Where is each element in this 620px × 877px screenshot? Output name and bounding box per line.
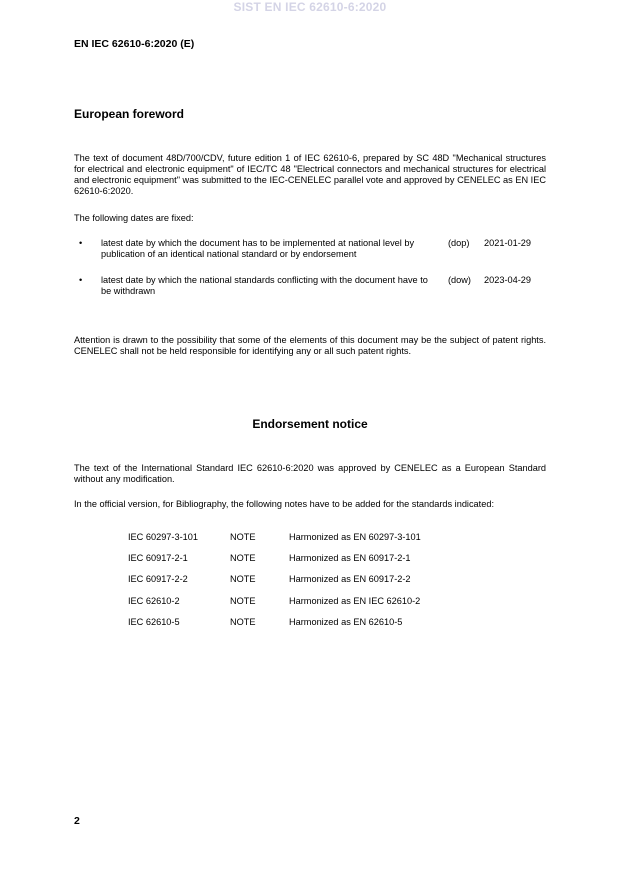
date-row-dow (74, 275, 546, 301)
note-row (128, 531, 548, 543)
date-code: (dop) (448, 238, 470, 248)
date-description: latest date by which the document has to be implemented at national level by publication of an identical national standard or by endorsement (101, 238, 415, 259)
endorsement-paragraph-1: The text of the International Standard IEC 62610-6:2020 was approved by CENELEC as a European Standard without any modification. (74, 463, 546, 484)
document-id-header: EN IEC 62610-6:2020 (E) (74, 38, 195, 50)
note-label: NOTE (230, 574, 256, 584)
note-text: Harmonized as EN 60917-2-1 (289, 553, 411, 563)
standard-id: IEC 60917-2-2 (128, 574, 188, 584)
date-row-dop (74, 238, 546, 264)
watermark-text: SIST EN IEC 62610-6:2020 (233, 0, 387, 14)
note-label: NOTE (230, 553, 256, 563)
standard-id: IEC 60917-2-1 (128, 553, 188, 563)
bullet-icon: • (79, 238, 83, 248)
bullet-icon: • (79, 275, 83, 285)
date-value: 2021-01-29 (484, 238, 531, 248)
standard-id: IEC 62610-5 (128, 617, 180, 627)
foreword-paragraph-2: The following dates are fixed: (74, 213, 194, 223)
date-code: (dow) (448, 275, 471, 285)
note-text: Harmonized as EN 62610-5 (289, 617, 403, 627)
foreword-paragraph-3: Attention is drawn to the possibility that some of the elements of this document may be the subject of patent rights. CENELEC shall not be held responsible for identifying any or all such patent rights. (74, 335, 546, 356)
endorsement-paragraph-2: In the official version, for Bibliography, the following notes have to be added for the standards indicated: (74, 499, 494, 509)
note-text: Harmonized as EN 60297-3-101 (289, 532, 421, 542)
note-label: NOTE (230, 532, 256, 542)
foreword-paragraph-1: The text of document 48D/700/CDV, future edition 1 of IEC 62610-6, prepared by SC 48D "Mechanical structures for electrical and electronic equipment" of IEC/TC 48 "Electrical connectors and mechanical structures for electrical and electronic equipment" was submitted to the IEC-CENELEC parallel vote and approved by CENELEC as EN IEC 62610-6:2020. (74, 153, 546, 196)
note-label: NOTE (230, 617, 256, 627)
standard-id: IEC 62610-2 (128, 596, 180, 606)
note-row (128, 595, 548, 607)
note-label: NOTE (230, 596, 256, 606)
endorsement-notice-heading: Endorsement notice (252, 417, 368, 431)
note-row (128, 616, 548, 628)
note-text: Harmonized as EN IEC 62610-2 (289, 596, 421, 606)
date-value: 2023-04-29 (484, 275, 531, 285)
page-number: 2 (74, 815, 80, 827)
note-row (128, 573, 548, 585)
note-text: Harmonized as EN 60917-2-2 (289, 574, 411, 584)
note-row (128, 552, 548, 564)
date-description: latest date by which the national standards conflicting with the document have to be withdrawn (101, 275, 428, 296)
european-foreword-heading: European foreword (74, 107, 185, 121)
standard-id: IEC 60297-3-101 (128, 532, 198, 542)
